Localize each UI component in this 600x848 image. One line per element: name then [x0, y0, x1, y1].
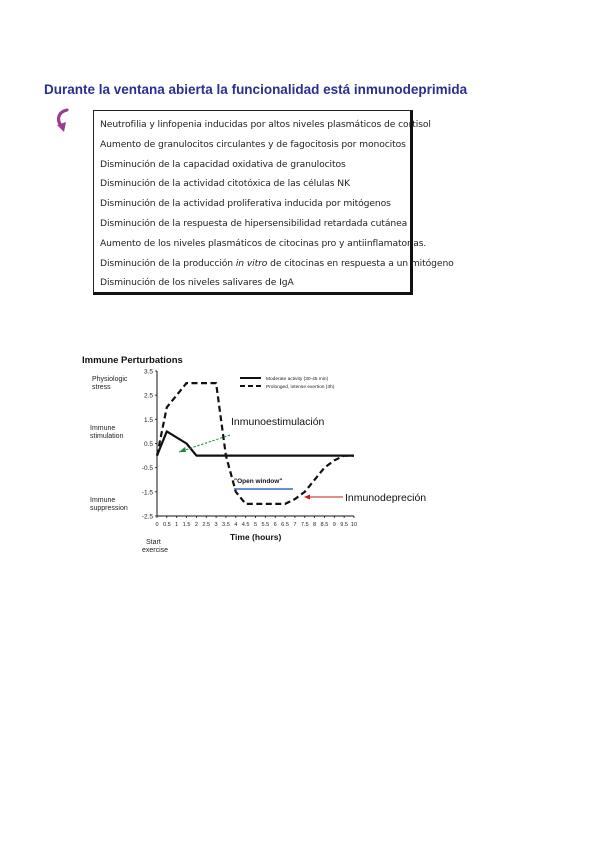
y-tick-label: -2.5	[141, 513, 153, 521]
x-tick-label: 1	[175, 522, 179, 528]
x-tick-label: 5	[253, 522, 258, 528]
chart-title: Immune Perturbations	[82, 355, 183, 366]
y-side-label: Immune	[90, 497, 116, 504]
depression-annotation: Inmunodepreción	[345, 492, 427, 504]
y-side-label: Immune	[90, 425, 116, 432]
x-tick-label: 8.5	[320, 522, 329, 528]
immune-chart	[78, 350, 458, 565]
x-tick-label: 0.5	[162, 522, 171, 528]
x-tick-label: 7.5	[300, 522, 309, 528]
x-tick-label: 9	[332, 522, 336, 528]
curved-arrow-icon	[54, 108, 74, 134]
x-tick-label: 3	[214, 522, 218, 528]
x-tick-label: 3.5	[222, 522, 230, 528]
chart-legend	[240, 376, 335, 390]
x-tick-label: 2.5	[202, 522, 211, 528]
effects-list	[94, 111, 454, 293]
effect-item: Disminución de la actividad proliferativa inducida por mitógenos	[100, 198, 391, 210]
effects-box	[93, 110, 454, 295]
effect-item: Disminución de la producción in vitro de citocinas en respuesta a un mitógeno	[100, 257, 454, 269]
x-tick-label: 7	[293, 522, 297, 528]
x-tick-label: 4	[234, 522, 238, 528]
effect-item: Disminución de la capacidad oxidativa de granulocitos	[100, 158, 346, 170]
effect-item: Neutrofilia y linfopenia inducidas por altos niveles plasmáticos de cortisol	[100, 119, 431, 130]
y-side-label: stress	[92, 384, 111, 391]
x-tick-label: 9.5	[340, 522, 349, 528]
y-tick-label: 3.5	[143, 368, 153, 376]
legend-label: Prolonged, intense exertion (3h)	[266, 385, 335, 390]
x-tick-label: 0	[155, 522, 159, 528]
x-tick-label: 6	[273, 522, 277, 528]
x-tick-label: 1.5	[182, 522, 191, 528]
chart-svg	[78, 350, 458, 565]
effect-item: Disminución de la actividad citotóxica de las células NK	[100, 178, 350, 190]
effect-item: Aumento de los niveles plasmáticos de citocinas pro y antiinflamatorias.	[100, 237, 427, 249]
y-side-label: Physiologic	[92, 376, 128, 383]
x-tick-label: 6.5	[281, 522, 289, 528]
x-tick-label: 4.5	[241, 522, 250, 528]
y-side-label: suppression	[90, 505, 128, 512]
series-line-moderate	[157, 431, 354, 455]
start-label: Start	[146, 539, 161, 546]
start-label: exercise	[142, 547, 169, 554]
open-window-label: "Open window"	[234, 478, 283, 485]
y-tick-label: 2.5	[143, 392, 153, 400]
effect-item: Disminución de los niveles salivares de IgA	[100, 277, 294, 289]
y-tick-label: -0.5	[141, 465, 153, 473]
legend-label: Moderate activity (30-45 min)	[266, 377, 329, 382]
depression-arrowhead	[304, 495, 310, 500]
chart-lines	[157, 383, 354, 504]
y-tick-label: 1.5	[143, 416, 153, 424]
y-tick-label: -1.5	[141, 489, 153, 497]
x-tick-label: 2	[194, 522, 198, 528]
effect-item: Aumento de granulocitos circulantes y de fagocitosis por monocitos	[100, 138, 406, 150]
y-side-label: stimulation	[90, 433, 124, 440]
x-tick-label: 5.5	[261, 522, 270, 528]
x-tick-label: 8	[313, 522, 317, 528]
page-heading: Durante la ventana abierta la funcionalidad está inmunodeprimida	[44, 82, 468, 97]
x-axis-title: Time (hours)	[230, 532, 282, 542]
stimulation-annotation: Inmunoestimulación	[231, 416, 325, 428]
y-tick-label: 0.5	[143, 441, 153, 448]
x-tick-label: 10	[350, 522, 358, 528]
effect-item: Disminución de la respuesta de hipersensibilidad retardada cutánea	[100, 217, 408, 229]
stimulation-arrowhead	[179, 447, 186, 452]
